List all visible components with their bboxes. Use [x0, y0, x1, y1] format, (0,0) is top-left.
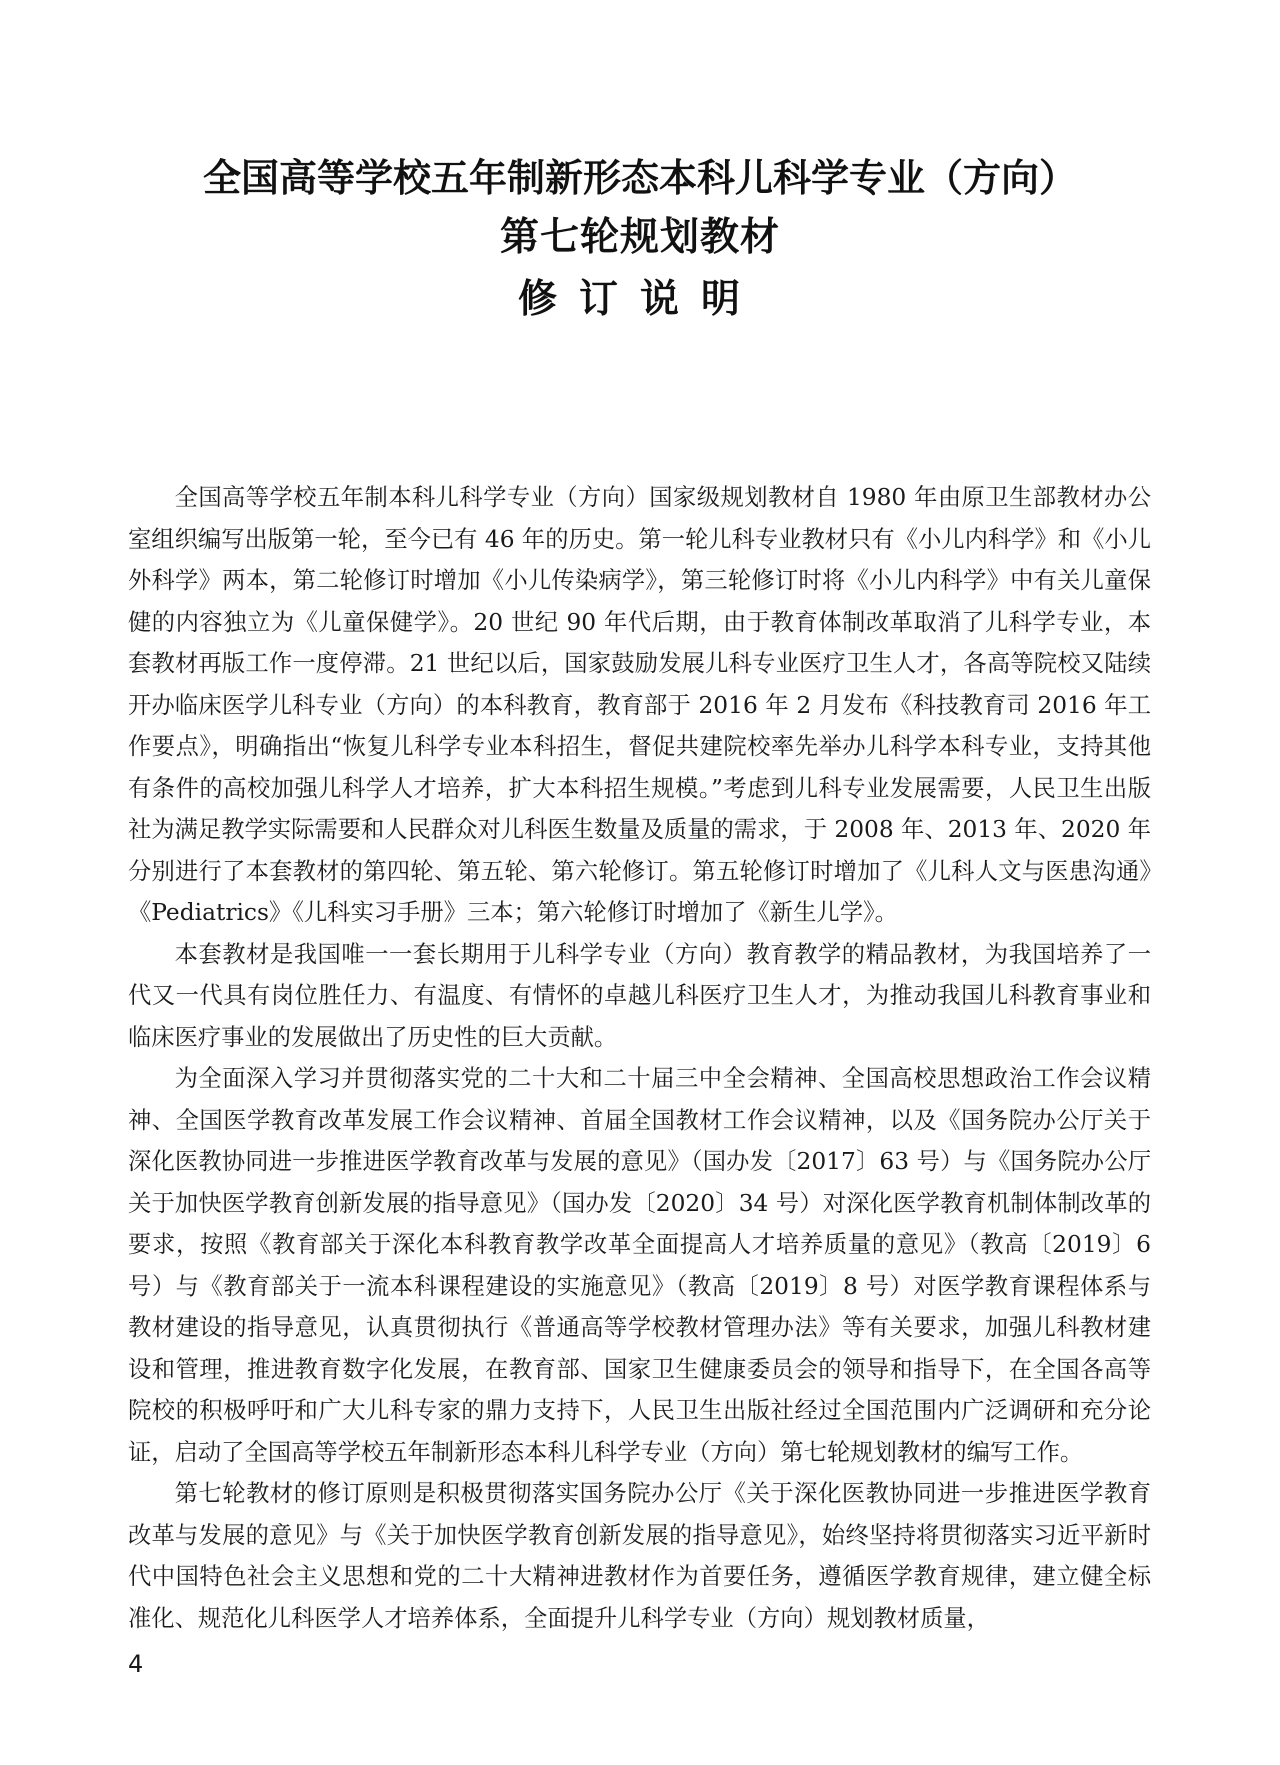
paragraph-history: 全国高等学校五年制本科儿科学专业（方向）国家级规划教材自 1980 年由原卫生部教材办公室组织编写出版第一轮，至今已有 46 年的历史。第一轮儿科专业教材只有《小儿内科学》和《小儿外科学》两本，第二轮修订时增加《小儿传染病学》，第三轮修订时将《小儿内科学》中有关儿童保健的内容独立为《儿童保健学》。20 世纪 90 年代后期，由于教育体制改革取消了儿科学专业，本套教材再版工作一度停滞。21 世纪以后，国家鼓励发展儿科专业医疗卫生人才，各高等院校又陆续开办临床医学儿科专业（方向）的本科教育，教育部于 2016 年 2 月发布《科技教育司 2016 年工作要点》，明确指出“恢复儿科学专业本科招生，督促共建院校率先举办儿科学本科专业，支持其他有条件的高校加强儿科学人才培养，扩大本科招生规模。”考虑到儿科专业发展需要，人民卫生出版社为满足教学实际需要和人民群众对儿科医生数量及质量的需求，于 2008 年、2013 年、2020 年分别进行了本套教材的第四轮、第五轮、第六轮修订。第五轮修订时增加了《儿科人文与医患沟通》《Pediatrics》《儿科实习手册》三本；第六轮修订时增加了《新生儿学》。 — [128, 484, 1151, 926]
paragraph-significance: 本套教材是我国唯一一套长期用于儿科学专业（方向）教育教学的精品教材，为我国培养了一代又一代具有岗位胜任力、有温度、有情怀的卓越儿科医疗卫生人才，为推动我国儿科教育事业和临床医疗事业的发展做出了历史性的巨大贡献。 — [128, 940, 1151, 1051]
body-text — [128, 477, 1151, 1639]
page-number: 4 — [128, 1650, 144, 1678]
page-title: 修订说明 — [517, 277, 762, 322]
series-title: 全国高等学校五年制新形态本科儿科学专业（方向） — [202, 156, 1077, 200]
paragraph-principles: 第七轮教材的修订原则是积极贯彻落实国务院办公厅《关于深化医教协同进一步推进医学教育改革与发展的意见》与《关于加快医学教育创新发展的指导意见》，始终坚持将贯彻落实习近平新时代中国特色社会主义思想和党的二十大精神进教材作为首要任务，遵循医学教育规律，建立健全标准化、规范化儿科医学人才培养体系，全面提升儿科学专业（方向）规划教材质量， — [128, 1480, 1151, 1632]
series-subtitle: 第七轮规划教材 — [499, 215, 780, 260]
title-block — [0, 148, 1280, 330]
paragraph-policy: 为全面深入学习并贯彻落实党的二十大和二十届三中全会精神、全国高校思想政治工作会议精神、全国医学教育改革发展工作会议精神、首届全国教材工作会议精神，以及《国务院办公厅关于深化医教协同进一步推进医学教育改革与发展的意见》（国办发〔2017〕63 号）与《国务院办公厅关于加快医学教育创新发展的指导意见》（国办发〔2020〕34 号）对深化医学教育机制体制改革的要求，按照《教育部关于深化本科教育教学改革全面提高人才培养质量的意见》（教高〔2019〕6 号）与《教育部关于一流本科课程建设的实施意见》（教高〔2019〕8 号）对医学教育课程体系与教材建设的指导意见，认真贯彻执行《普通高等学校教材管理办法》等有关要求，加强儿科教材建设和管理，推进教育数字化发展，在教育部、国家卫生健康委员会的领导和指导下，在全国各高等院校的积极呼吁和广大儿科专家的鼎力支持下，人民卫生出版社经过全国范围内广泛调研和充分论证，启动了全国高等学校五年制新形态本科儿科学专业（方向）第七轮规划教材的编写工作。 — [128, 1065, 1151, 1466]
